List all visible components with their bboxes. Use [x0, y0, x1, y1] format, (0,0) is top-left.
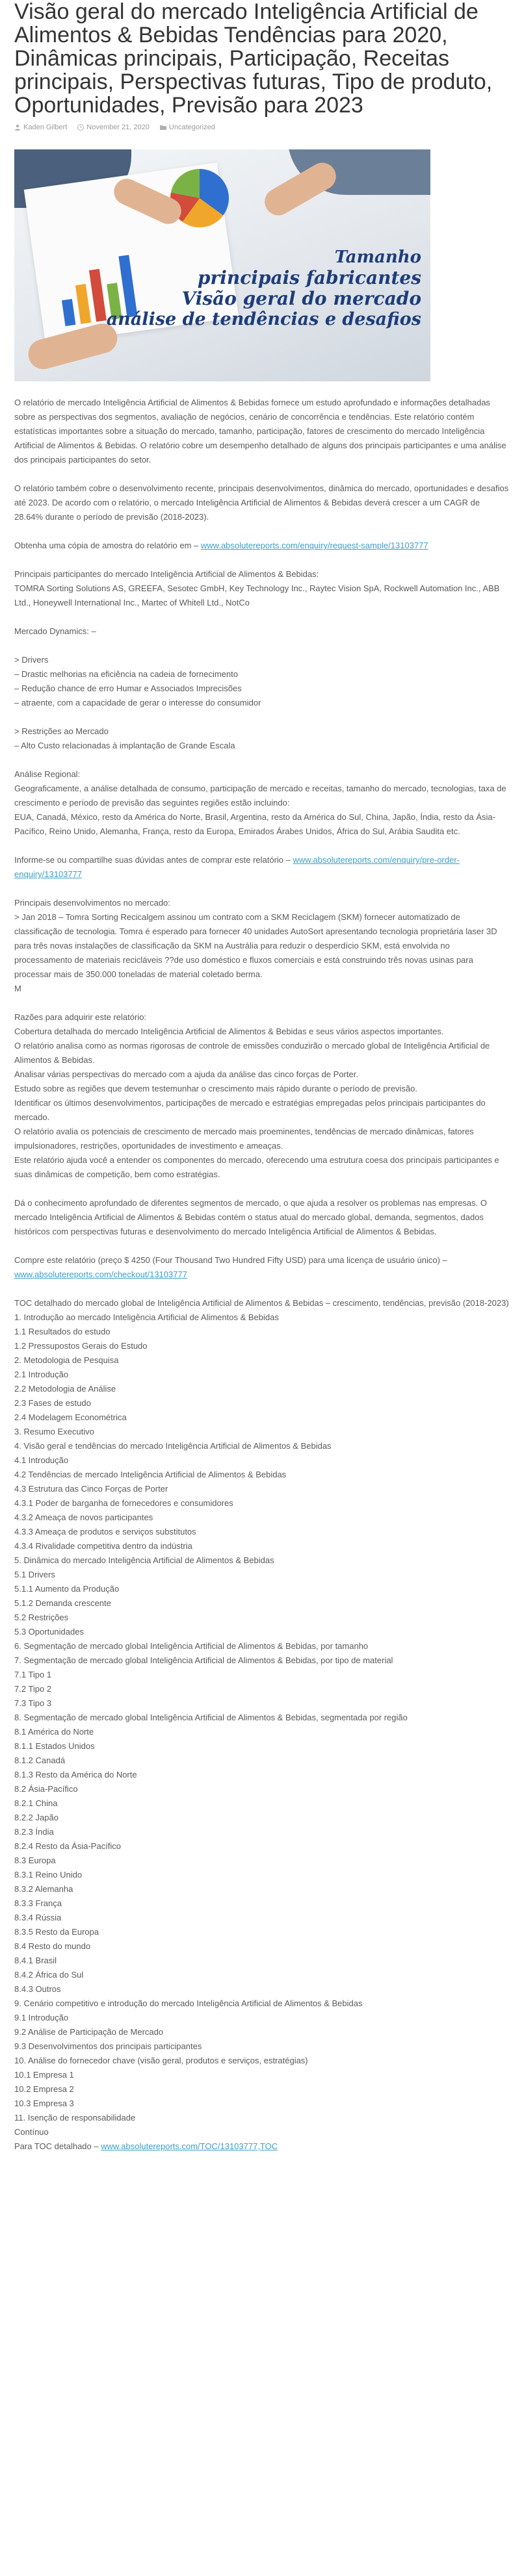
toc-item: 10. Análise do fornecedor chave (visão geral, produtos e serviços, estratégias)	[14, 2056, 308, 2065]
restrictions-block	[14, 724, 510, 753]
buy-link[interactable]: www.absolutereports.com/checkout/13103777	[14, 1269, 187, 1279]
toc-item: 5.2 Restrições	[14, 1613, 69, 1622]
toc-item: 2.4 Modelagem Econométrica	[14, 1412, 127, 1422]
toc-item: 4.1 Introdução	[14, 1455, 69, 1465]
restrictions-title: > Restrições ao Mercado	[14, 726, 109, 736]
featured-image	[14, 149, 430, 381]
toc-item: 5. Dinâmica do mercado Inteligência Artificial de Alimentos & Bebidas	[14, 1555, 274, 1565]
toc-item: 10.2 Empresa 2	[14, 2084, 74, 2094]
toc-item: 7.1 Tipo 1	[14, 1670, 52, 1679]
toc-item: 4.2 Tendências de mercado Inteligência Artificial de Alimentos & Bebidas	[14, 1470, 287, 1479]
toc-item: 8.2.2 Japão	[14, 1813, 59, 1822]
enquiry-paragraph: Informe-se ou compartilhe suas dúvidas antes de comprar este relatório – www.absolutereports.com/enquiry/pre-order-enquiry/13103777	[14, 855, 460, 879]
sample-paragraph: Obtenha uma cópia de amostra do relatório em – www.absolutereports.com/enquiry/request-sample/13103777	[14, 541, 428, 550]
toc-item: 4.3.2 Ameaça de novos participantes	[14, 1512, 153, 1522]
reason-item: Cobertura detalhada do mercado Inteligência Artificial de Alimentos & Bebidas e seus vários aspectos importantes.	[14, 1027, 444, 1036]
article-body	[14, 396, 510, 2154]
toc-item: 3. Resumo Executivo	[14, 1427, 94, 1436]
folder-icon	[160, 124, 166, 131]
bar-decoration	[89, 269, 107, 322]
hero-line-3: Visão geral do mercado	[181, 288, 421, 309]
toc-item: 2.2 Metodologia de Análise	[14, 1384, 116, 1394]
regional-title: Análise Regional:	[14, 769, 81, 779]
page-title: Visão geral do mercado Inteligência Artificial de Alimentos & Bebidas Tendências para 2020, Dinâmicas principais, Participação, Receitas principais, Perspectivas futuras, Tipo de produto, Oportunidades, Previsão para 2023	[14, 0, 493, 118]
toc-item: 4.3 Estrutura das Cinco Forças de Porter	[14, 1484, 168, 1494]
toc-item: 7. Segmentação de mercado global Inteligência Artificial de Alimentos & Bebidas, por tipo de material	[14, 1655, 393, 1665]
bar-decoration	[75, 284, 91, 324]
toc-item: 7.3 Tipo 3	[14, 1698, 52, 1708]
author[interactable]	[14, 123, 67, 131]
driver-item: – Drastic melhorias na eficiência na cadeia de fornecimento	[14, 669, 238, 679]
drivers-title: > Drivers	[14, 655, 49, 665]
user-icon	[14, 124, 21, 131]
toc-item: 8.3.3 França	[14, 1898, 62, 1908]
toc-item: 2.1 Introdução	[14, 1370, 69, 1379]
post-meta	[14, 123, 510, 131]
reason-item: O relatório avalia os potenciais de crescimento de mercado mais proeminentes, tendências de mercado dinâmicas, fatores impulsionadores, restrições, oportunidades de investimento e ameaças.	[14, 1127, 474, 1151]
toc-item: 8.4 Resto do mundo	[14, 1941, 91, 1951]
date-text: November 21, 2020	[86, 123, 150, 131]
toc-item: 1.1 Resultados do estudo	[14, 1327, 111, 1336]
toc-item: 9.2 Análise de Participação de Mercado	[14, 2027, 164, 2037]
reason-item: Estudo sobre as regiões que devem testemunhar o crescimento mais rápido durante o período de previsão.	[14, 1084, 418, 1093]
reason-item: Este relatório ajuda você a entender os componentes do mercado, oferecendo uma estrutura coesa dos principais participantes e suas dinâmicas de competição, bem como estratégias.	[14, 1155, 499, 1179]
paragraph: O relatório também cobre o desenvolvimento recente, principais desenvolvimentos, dinâmica do mercado, oportunidades e desafios até 2023. De acordo com o relatório, o mercado Inteligência Artificial de Alimentos & Bebidas deverá crescer a um CAGR de 28.64% durante o período de previsão (2018-2023).	[14, 483, 509, 522]
toc-item: 8.2 Ásia-Pacífico	[14, 1784, 78, 1794]
toc-item: 8.3 Europa	[14, 1855, 56, 1865]
buy-paragraph: Compre este relatório (preço $ 4250 (Four Thousand Two Hundred Fifty USD) para uma licença de usuário único) – www.absolutereports.com/checkout/13103777	[14, 1255, 447, 1279]
pie-chart-decoration	[170, 169, 229, 227]
toc-item: 9.1 Introdução	[14, 2013, 69, 2022]
developments-text: > Jan 2018 – Tomra Sorting Recicalgem assinou um contrato com a SKM Reciclagem (SKM) fornecer automatizado de classificação de tecnologia. Tomra é esperado para fornecer 40 unidades AutoSort apresentando tecnologia proprietária laser 3D para três novas instalações de classificação da SKM na Austrália para reduzir o desperdício SKM, está envolvida no processamento de materiais recicláveis ??de uso doméstico e fluxos comerciais e está construindo três novas usinas para processar mais de 350.000 toneladas de material coletado berma.	[14, 912, 497, 979]
toc-intro: TOC detalhado do mercado global de Inteligência Artificial de Alimentos & Bebidas – crescimento, tendências, previsão (2018-2023)	[14, 1298, 509, 1308]
toc-item: 8.1 América do Norte	[14, 1727, 94, 1737]
toc-item: 8.1.2 Canadá	[14, 1755, 66, 1765]
reason-item: O relatório analisa como as normas rigorosas de controle de emissões conduzirão o mercado global de Inteligência Artificial de Alimentos & Bebidas.	[14, 1041, 490, 1065]
reasons-block	[14, 1010, 510, 1182]
toc-item: 5.1 Drivers	[14, 1570, 55, 1579]
toc-item: 1. Introdução ao mercado Inteligência Artificial de Alimentos & Bebidas	[14, 1312, 279, 1322]
toc-item: 2. Metodologia de Pesquisa	[14, 1355, 119, 1365]
driver-item: – Redução chance de erro Humar e Associados Imprecisões	[14, 683, 242, 693]
toc-block	[14, 1296, 510, 2154]
toc-item: 4.3.1 Poder de barganha de fornecedores e consumidores	[14, 1498, 233, 1508]
toc-item: 2.3 Fases de estudo	[14, 1398, 91, 1408]
enquiry-link[interactable]: www.absolutereports.com/enquiry/pre-order-enquiry/13103777	[14, 855, 460, 879]
post-date[interactable]	[77, 123, 150, 131]
toc-item: 8.1.3 Resto da América do Norte	[14, 1770, 137, 1779]
toc-item: 7.2 Tipo 2	[14, 1684, 52, 1694]
toc-item: 8.4.3 Outros	[14, 1984, 61, 1994]
hero-line-2: principais fabricantes	[197, 267, 421, 288]
toc-link-line: Para TOC detalhado – www.absolutereports.com/TOC/13103777,TOC	[14, 2141, 278, 2151]
toc-item: 4.3.4 Rivalidade competitiva dentro da indústria	[14, 1541, 192, 1551]
toc-item: 8. Segmentação de mercado global Inteligência Artificial de Alimentos & Bebidas, segmentada por região	[14, 1713, 408, 1722]
regional-list: EUA, Canadá, México, resto da América do Norte, Brasil, Argentina, resto da América do Sul, China, Japão, Índia, resto da Ásia-Pacífico, Reino Unido, Alemanha, França, resto da Europa, Emirados Árabes Unidos, África do Sul, Arábia Saudita etc.	[14, 812, 495, 836]
toc-item: 5.1.2 Demanda crescente	[14, 1598, 111, 1608]
hero-line-4: análise de tendências e desafios	[106, 309, 421, 329]
players-paragraph	[14, 567, 510, 610]
toc-item: 8.1.1 Estados Unidos	[14, 1741, 95, 1751]
toc-item: 9.3 Desenvolvimentos dos principais participantes	[14, 2041, 202, 2051]
toc-item: 8.2.1 China	[14, 1798, 58, 1808]
restriction-item: – Alto Custo relacionadas à implantação de Grande Escala	[14, 741, 235, 750]
players-list: TOMRA Sorting Solutions AS, GREEFA, Sesotec GmbH, Key Technology Inc., Raytec Vision SpA, Rockwell Automation Inc., ABB Ltd., Honeywell International Inc., Martec of Whitell Ltd., NotCo	[14, 583, 500, 607]
toc-item: 8.2.4 Resto da Ásia-Pacífico	[14, 1841, 122, 1851]
toc-list	[14, 1310, 510, 2125]
hero-caption	[107, 247, 421, 330]
toc-link[interactable]: www.absolutereports.com/TOC/13103777,TOC	[101, 2141, 278, 2151]
toc-item: 11. Isenção de responsabilidade	[14, 2113, 136, 2123]
toc-item: 4.3.3 Ameaça de produtos e serviços substitutos	[14, 1527, 196, 1537]
players-title: Principais participantes do mercado Inteligência Artificial de Alimentos & Bebidas:	[14, 569, 319, 579]
continuo: Contínuo	[14, 2127, 49, 2137]
toc-item: 5.1.1 Aumento da Produção	[14, 1584, 120, 1594]
toc-item: 5.3 Oportunidades	[14, 1627, 84, 1637]
paragraph: O relatório de mercado Inteligência Artificial de Alimentos & Bebidas fornece um estudo aprofundado e informações detalhadas sobre as perspectivas dos segmentos, avaliação de negócios, cenário de concorrência e tendências. Este relatório contém estatísticas importantes sobre a situação do mercado, tamanho, participação, fatores de crescimento do mercado Inteligência Artificial de Alimentos & Bebidas. O relatório cobre um desempenho detalhado de alguns dos principais participantes e uma análise dos principais participantes do setor.	[14, 398, 506, 465]
reason-item: Identificar os últimos desenvolvimentos, participações de mercado e estratégias empregadas pelos principais participantes do mercado.	[14, 1098, 486, 1122]
driver-item: – atraente, com a capacidade de gerar o interesse do consumidor	[14, 698, 261, 708]
reason-item: Analisar várias perspectivas do mercado com a ajuda da análise das cinco forças de Porter.	[14, 1069, 358, 1079]
reasons-title: Razões para adquirir este relatório:	[14, 1012, 147, 1022]
toc-item: 10.1 Empresa 1	[14, 2070, 74, 2080]
regional-text: Geograficamente, a análise detalhada de consumo, participação de mercado e receitas, tamanho do mercado, tecnologias, taxa de crescimento e período de previsão das seguintes regiões estão incluindo:	[14, 784, 506, 808]
clock-icon	[77, 124, 84, 131]
developments-title: Principais desenvolvimentos no mercado:	[14, 898, 170, 908]
dynamics-title: Mercado Dynamics: –	[14, 626, 96, 636]
toc-item: 8.3.4 Rússia	[14, 1913, 62, 1922]
drivers-block	[14, 653, 510, 710]
toc-item: 6. Segmentação de mercado global Inteligência Artificial de Alimentos & Bebidas, por tamanho	[14, 1641, 369, 1651]
bar-decoration	[62, 299, 75, 326]
toc-item: 8.2.3 Índia	[14, 1827, 54, 1837]
toc-item: 8.4.2 África do Sul	[14, 1970, 84, 1980]
post-category[interactable]	[160, 123, 215, 131]
regional-block	[14, 767, 510, 839]
toc-item: 8.3.1 Reino Unido	[14, 1870, 83, 1880]
toc-item: 8.4.1 Brasil	[14, 1956, 57, 1965]
author-name: Kaden Gilbert	[23, 123, 68, 131]
toc-item: 10.3 Empresa 3	[14, 2098, 74, 2108]
toc-item: 8.3.2 Alemanha	[14, 1884, 73, 1894]
toc-item: 4. Visão geral e tendências do mercado Inteligência Artificial de Alimentos & Bebidas	[14, 1441, 332, 1451]
category-text: Uncategorized	[168, 123, 215, 131]
sample-link[interactable]: www.absolutereports.com/enquiry/request-sample/13103777	[200, 541, 428, 550]
developments-m: M	[14, 984, 21, 993]
toc-item: 9. Cenário competitivo e introdução do mercado Inteligência Artificial de Alimentos & Bebidas	[14, 1998, 363, 2008]
developments-block	[14, 896, 510, 996]
hero-line-1: Tamanho	[334, 248, 421, 267]
toc-item: 8.3.5 Resto da Europa	[14, 1927, 99, 1937]
knowledge-paragraph: Dá o conhecimento aprofundado de diferentes segmentos de mercado, o que ajuda a resolver os problemas nas empresas. O mercado Inteligência Artificial de Alimentos & Bebidas contém o status atual do mercado global, demanda, segmentos, dados históricos com perspectivas futuras e desenvolvimento do mercado Inteligência Artificial de Alimentos & Bebidas.	[14, 1198, 487, 1236]
toc-item: 1.2 Pressupostos Gerais do Estudo	[14, 1341, 148, 1351]
